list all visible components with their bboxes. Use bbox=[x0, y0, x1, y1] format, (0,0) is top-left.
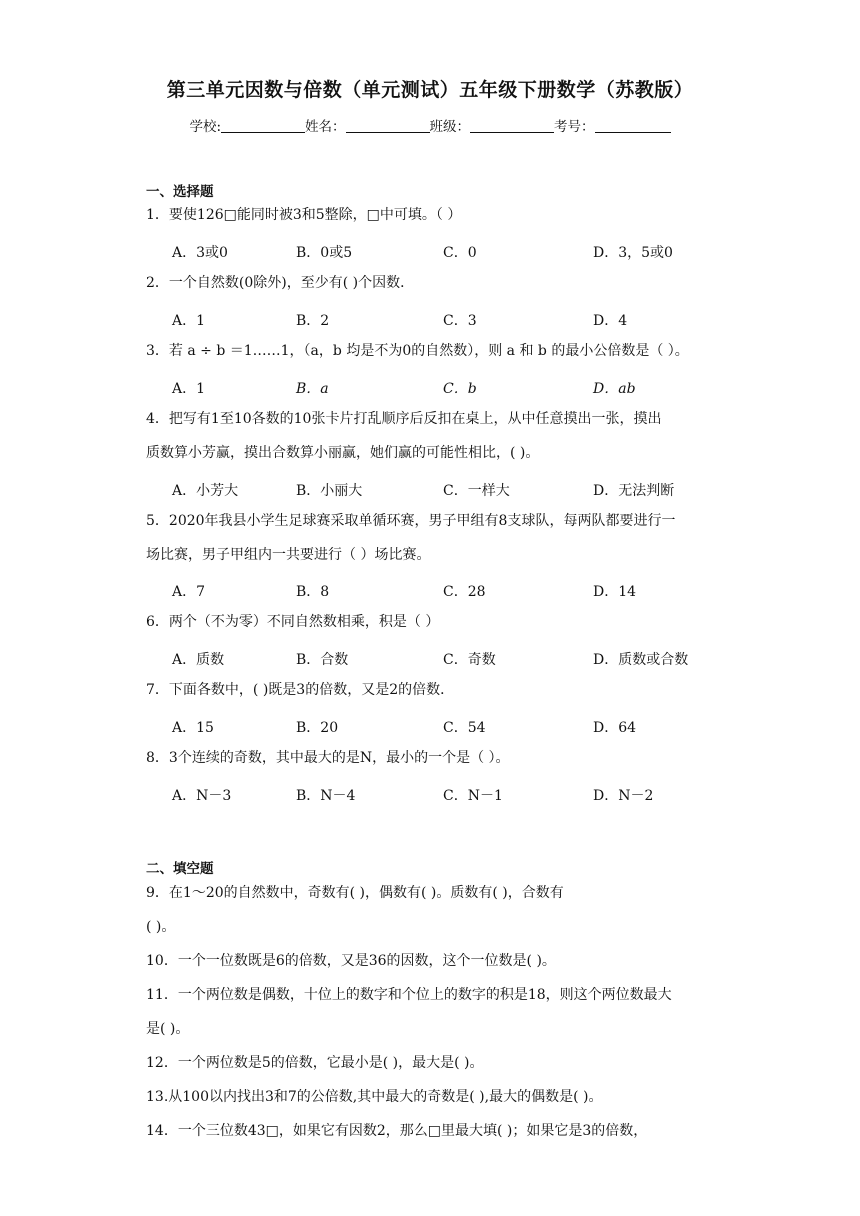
option-a[interactable]: A．1 bbox=[172, 313, 206, 329]
question-5-line-1: 5．2020年我县小学生足球赛采取单循环赛，男子甲组有8支球队，每两队都要进行一 bbox=[146, 513, 676, 529]
question-9-line-1: 9．在1～20的自然数中，奇数有( )，偶数有( )。质数有( )，合数有 bbox=[146, 885, 564, 901]
option-d[interactable]: D．14 bbox=[593, 584, 637, 600]
option-a[interactable]: A．3或0 bbox=[172, 245, 228, 261]
question-5-line-2: 场比赛，男子甲组内一共要进行（ ）场比赛。 bbox=[146, 547, 431, 563]
option-b[interactable]: B．8 bbox=[296, 584, 330, 600]
option-b[interactable]: B．小丽大 bbox=[296, 483, 363, 499]
option-c[interactable]: C．0 bbox=[443, 245, 477, 261]
section-title-choice: 一、选择题 bbox=[146, 184, 214, 200]
question-13: 13.从100以内找出3和7的公倍数,其中最大的奇数是( ),最大的偶数是( )。 bbox=[146, 1089, 603, 1105]
school-label: 学校: bbox=[189, 119, 222, 135]
question-9-line-2: ( )。 bbox=[146, 919, 176, 935]
option-a[interactable]: A．小芳大 bbox=[172, 483, 239, 499]
question-5-options bbox=[172, 581, 732, 601]
exam-no-field[interactable] bbox=[595, 118, 671, 133]
question-8-options bbox=[172, 785, 732, 805]
option-b[interactable]: B．N－4 bbox=[296, 788, 356, 804]
question-1: 1．要使126□能同时被3和5整除，□中可填。（ ） bbox=[146, 207, 462, 223]
question-11-line-2: 是( )。 bbox=[146, 1021, 190, 1037]
question-4-options bbox=[172, 480, 732, 500]
option-b[interactable]: B．2 bbox=[296, 313, 330, 329]
option-b[interactable]: B．合数 bbox=[296, 652, 349, 668]
exam-no-label: 考号： bbox=[554, 119, 595, 135]
section-title-fill: 二、填空题 bbox=[146, 861, 214, 877]
question-12: 12．一个两位数是5的倍数，它最小是( )，最大是( )。 bbox=[146, 1055, 484, 1071]
option-d[interactable]: D．N－2 bbox=[593, 788, 654, 804]
option-c[interactable]: C．b bbox=[443, 381, 477, 397]
option-b[interactable]: B．20 bbox=[296, 720, 339, 736]
question-6: 6．两个（不为零）不同自然数相乘，积是（ ） bbox=[146, 614, 440, 630]
option-d[interactable]: D．ab bbox=[593, 381, 636, 397]
option-c[interactable]: C．3 bbox=[443, 313, 477, 329]
option-a[interactable]: A．7 bbox=[172, 584, 206, 600]
question-2: 2．一个自然数(0除外)，至少有( )个因数． bbox=[146, 275, 415, 291]
class-field[interactable] bbox=[470, 118, 554, 133]
option-d[interactable]: D．4 bbox=[593, 313, 628, 329]
option-b[interactable]: B．0或5 bbox=[296, 245, 353, 261]
question-1-options bbox=[172, 242, 732, 262]
school-field[interactable] bbox=[221, 118, 305, 133]
option-c[interactable]: C．N－1 bbox=[443, 788, 503, 804]
option-d[interactable]: D．3，5或0 bbox=[593, 245, 673, 261]
option-a[interactable]: A．1 bbox=[172, 381, 206, 397]
question-2-options bbox=[172, 310, 732, 330]
option-d[interactable]: D．无法判断 bbox=[593, 483, 675, 499]
option-c[interactable]: C．一样大 bbox=[443, 483, 510, 499]
option-d[interactable]: D．质数或合数 bbox=[593, 652, 689, 668]
question-7-options bbox=[172, 717, 732, 737]
option-c[interactable]: C．54 bbox=[443, 720, 486, 736]
option-a[interactable]: A．15 bbox=[172, 720, 214, 736]
page-title: 第三单元因数与倍数（单元测试）五年级下册数学（苏教版） bbox=[166, 79, 694, 101]
question-11-line-1: 11．一个两位数是偶数，十位上的数字和个位上的数字的积是18，则这个两位数最大 bbox=[146, 987, 672, 1003]
option-c[interactable]: C．28 bbox=[443, 584, 486, 600]
option-a[interactable]: A．N－3 bbox=[172, 788, 232, 804]
question-6-options bbox=[172, 649, 732, 669]
question-10: 10．一个一位数既是6的倍数，又是36的因数，这个一位数是( )。 bbox=[146, 953, 556, 969]
question-3-options bbox=[172, 378, 732, 398]
question-8: 8．3个连续的奇数，其中最大的是N，最小的一个是（ ）。 bbox=[146, 750, 510, 766]
student-info-line bbox=[0, 115, 860, 135]
question-3: 3．若 a ÷ b ＝1……1，（a，b 均是不为0的自然数），则 a 和 b 的最小公倍数是（ ）。 bbox=[146, 343, 689, 359]
question-7: 7．下面各数中，( )既是3的倍数，又是2的倍数． bbox=[146, 682, 455, 698]
option-a[interactable]: A．质数 bbox=[172, 652, 225, 668]
name-field[interactable] bbox=[346, 118, 430, 133]
question-4-line-1: 4．把写有1至10各数的10张卡片打乱顺序后反扣在桌上，从中任意摸出一张，摸出 bbox=[146, 411, 662, 427]
name-label: 姓名： bbox=[305, 119, 346, 135]
question-14: 14．一个三位数43□，如果它有因数2，那么□里最大填( )；如果它是3的倍数， bbox=[146, 1123, 648, 1139]
class-label: 班级： bbox=[429, 119, 471, 135]
option-c[interactable]: C．奇数 bbox=[443, 652, 496, 668]
option-b[interactable]: B．a bbox=[296, 381, 329, 397]
question-4-line-2: 质数算小芳赢，摸出合数算小丽赢，她们赢的可能性相比，( )。 bbox=[146, 445, 540, 461]
option-d[interactable]: D．64 bbox=[593, 720, 637, 736]
